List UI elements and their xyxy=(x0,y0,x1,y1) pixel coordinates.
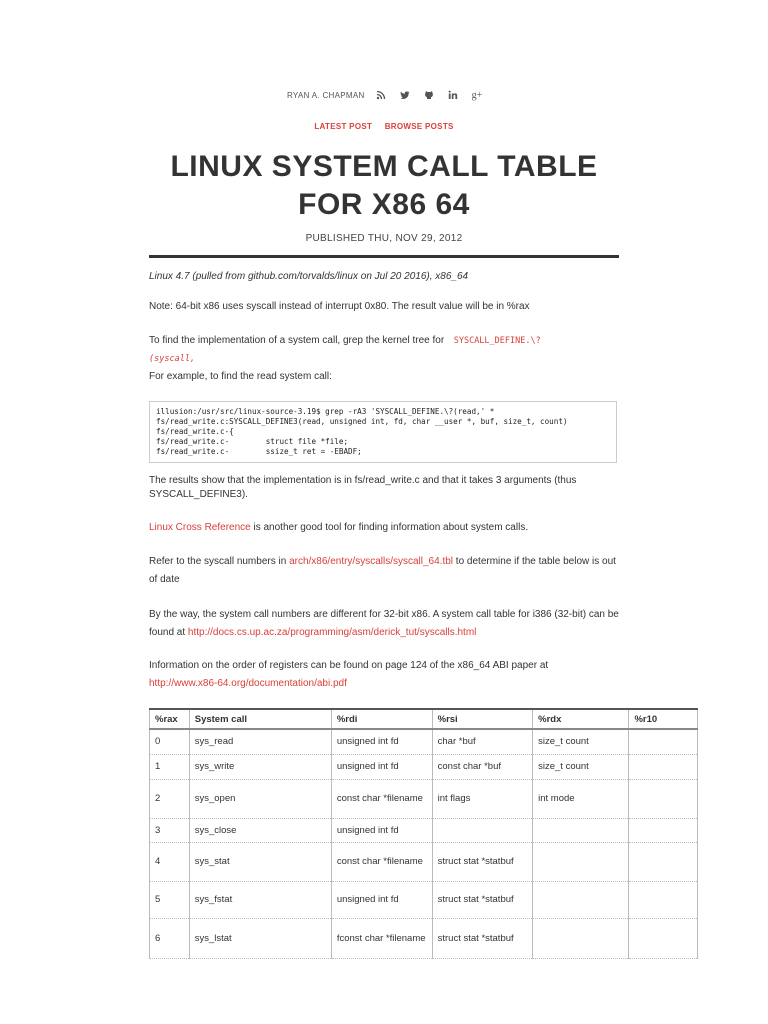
cell-rdx: int mode xyxy=(533,779,629,818)
page-title: LINUX SYSTEM CALL TABLE FOR X86 64 xyxy=(170,150,598,221)
cell-r10 xyxy=(629,779,698,818)
cell-rsi xyxy=(432,818,533,842)
example-text: For example, to find the read system call: xyxy=(149,371,332,382)
table-row xyxy=(150,729,698,754)
header-rax: %rax xyxy=(150,709,190,729)
inline-code-syscall-define: SYSCALL_DEFINE.\? xyxy=(453,336,541,346)
cell-r10 xyxy=(629,754,698,779)
syscall-table-link[interactable]: arch/x86/entry/syscalls/syscall_64.tbl xyxy=(289,556,454,567)
cell-rdx xyxy=(533,818,629,842)
refer-text: Refer to the syscall numbers in xyxy=(149,556,290,567)
cell-rdi: const char *filename xyxy=(331,779,432,818)
inline-code-syscall-arg: (syscall, xyxy=(149,354,196,364)
cell-rax: 0 xyxy=(150,729,190,754)
cell-r10 xyxy=(629,881,698,918)
syscall-table xyxy=(149,708,698,959)
cell-rdx: size_t count xyxy=(533,729,629,754)
lxr-link[interactable]: Linux Cross Reference xyxy=(149,522,251,533)
cell-rsi: const char *buf xyxy=(432,754,533,779)
cell-rdi: const char *filename xyxy=(331,842,432,881)
table-header-row xyxy=(150,709,698,729)
cell-rax: 6 xyxy=(150,918,190,958)
cell-system-call: sys_open xyxy=(189,779,331,818)
table-row xyxy=(150,779,698,818)
header-r10: %r10 xyxy=(629,709,698,729)
cell-rax: 2 xyxy=(150,779,190,818)
cell-rsi: struct stat *statbuf xyxy=(432,918,533,958)
cell-r10 xyxy=(629,918,698,958)
refer-suffix-text: to determine if the table below is out of date xyxy=(149,556,616,585)
table-row xyxy=(150,818,698,842)
cell-rsi: struct stat *statbuf xyxy=(432,842,533,881)
cell-rdx xyxy=(533,842,629,881)
cell-rdi: unsigned int fd xyxy=(331,729,432,754)
table-row xyxy=(150,842,698,881)
code-line: fs/read_write.c- struct file *file; xyxy=(156,437,349,446)
cell-rax: 4 xyxy=(150,842,190,881)
nav-latest-post[interactable]: LATEST POST xyxy=(314,122,373,131)
cell-system-call: sys_lstat xyxy=(189,918,331,958)
cell-rsi: int flags xyxy=(432,779,533,818)
cell-r10 xyxy=(629,729,698,754)
cell-system-call: sys_stat xyxy=(189,842,331,881)
lxr-text: is another good tool for finding information about system calls. xyxy=(250,522,529,533)
table-row xyxy=(150,881,698,918)
table-row xyxy=(150,918,698,958)
abi-paper-link[interactable]: http://www.x86-64.org/documentation/abi.pdf xyxy=(149,678,347,689)
header-rsi: %rsi xyxy=(432,709,533,729)
registers-text: Information on the order of registers can be found on page 124 of the x86_64 ABI paper at xyxy=(149,660,549,671)
cell-r10 xyxy=(629,818,698,842)
header-rdx: %rdx xyxy=(533,709,629,729)
code-line: fs/read_write.c- ssize_t ret = -EBADF; xyxy=(156,447,362,456)
cell-rdi: fconst char *filename xyxy=(331,918,432,958)
code-line: illusion:/usr/src/linux-source-3.19$ grep -rA3 'SYSCALL_DEFINE.\?(read,' * xyxy=(156,407,495,416)
cell-system-call: sys_close xyxy=(189,818,331,842)
cell-rdi: unsigned int fd xyxy=(331,881,432,918)
find-implementation-text: To find the implementation of a system call, grep the kernel tree for xyxy=(149,335,445,346)
header-rdi: %rdi xyxy=(331,709,432,729)
table-row xyxy=(150,754,698,779)
published-date: PUBLISHED THU, NOV 29, 2012 xyxy=(305,233,463,244)
cell-system-call: sys_write xyxy=(189,754,331,779)
code-line: fs/read_write.c:SYSCALL_DEFINE3(read, unsigned int, fd, char __user *, buf, size_t, count) xyxy=(156,417,568,426)
cell-r10 xyxy=(629,842,698,881)
cell-system-call: sys_read xyxy=(189,729,331,754)
cell-rax: 5 xyxy=(150,881,190,918)
cell-rdi: unsigned int fd xyxy=(331,754,432,779)
intro-text: Linux 4.7 (pulled from github.com/torvalds/linux on Jul 20 2016), x86_64 xyxy=(149,271,469,282)
cell-rdx xyxy=(533,881,629,918)
google-plus-icon[interactable]: g+ xyxy=(471,90,483,101)
header-system-call: System call xyxy=(189,709,331,729)
cell-rsi: struct stat *statbuf xyxy=(432,881,533,918)
author-name[interactable]: RYAN A. CHAPMAN xyxy=(287,91,365,100)
note-text: Note: 64-bit x86 uses syscall instead of interrupt 0x80. The result value will be in %rax xyxy=(149,301,530,312)
cell-system-call: sys_fstat xyxy=(189,881,331,918)
cell-rdx: size_t count xyxy=(533,754,629,779)
cell-rax: 1 xyxy=(150,754,190,779)
i386-syscalls-link[interactable]: http://docs.cs.up.ac.za/programming/asm/derick_tut/syscalls.html xyxy=(187,627,477,638)
byway-text: By the way, the system call numbers are different for 32-bit x86. A system call table for i386 (32-bit) can be found at xyxy=(149,609,619,638)
results-text: The results show that the implementation is in fs/read_write.c and that it takes 3 arguments (thus SYSCALL_DEFINE3). xyxy=(149,475,577,500)
cell-rax: 3 xyxy=(150,818,190,842)
cell-rdi: unsigned int fd xyxy=(331,818,432,842)
code-line: fs/read_write.c-{ xyxy=(156,427,234,436)
cell-rdx xyxy=(533,918,629,958)
nav-browse-posts[interactable]: BROWSE POSTS xyxy=(384,122,454,131)
cell-rsi: char *buf xyxy=(432,729,533,754)
